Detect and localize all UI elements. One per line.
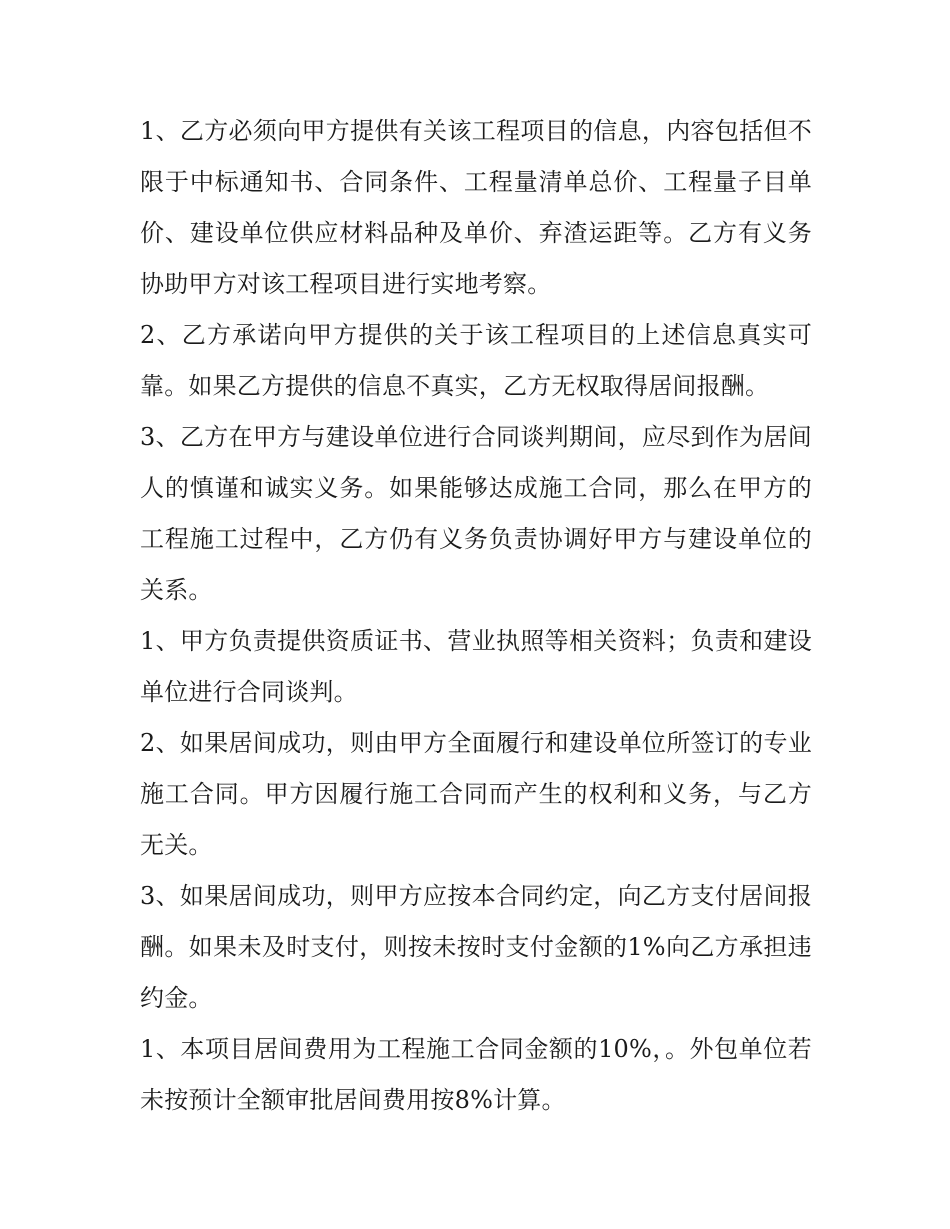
paragraph-4: 1、甲方负责提供资质证书、营业执照等相关资料；负责和建设单位进行合同谈判。 (140, 627, 812, 706)
paragraph-5: 2、如果居间成功，则由甲方全面履行和建设单位所签订的专业施工合同。甲方因履行施工合同而产生的权利和义务，与乙方无关。 (140, 729, 812, 859)
paragraph-1: 1、乙方必须向甲方提供有关该工程项目的信息，内容包括但不限于中标通知书、合同条件、工程量清单总价、工程量子目单价、建设单位供应材料品种及单价、弃渣运距等。乙方有义务协助甲方对该工程项目进行实地考察。 (140, 117, 812, 298)
paragraph-7: 1、本项目居间费用为工程施工合同金额的10%，。外包单位若未按预计全额审批居间费用按8%计算。 (140, 1035, 812, 1114)
paragraph-2: 2、乙方承诺向甲方提供的关于该工程项目的上述信息真实可靠。如果乙方提供的信息不真实，乙方无权取得居间报酬。 (140, 321, 812, 400)
paragraph-3: 3、乙方在甲方与建设单位进行合同谈判期间，应尽到作为居间人的慎谨和诚实义务。如果能够达成施工合同，那么在甲方的工程施工过程中，乙方仍有义务负责协调好甲方与建设单位的关系。 (140, 423, 812, 604)
document-body (140, 106, 812, 1126)
paragraph-6: 3、如果居间成功，则甲方应按本合同约定，向乙方支付居间报酬。如果未及时支付，则按未按时支付金额的1%向乙方承担违约金。 (140, 882, 812, 1012)
